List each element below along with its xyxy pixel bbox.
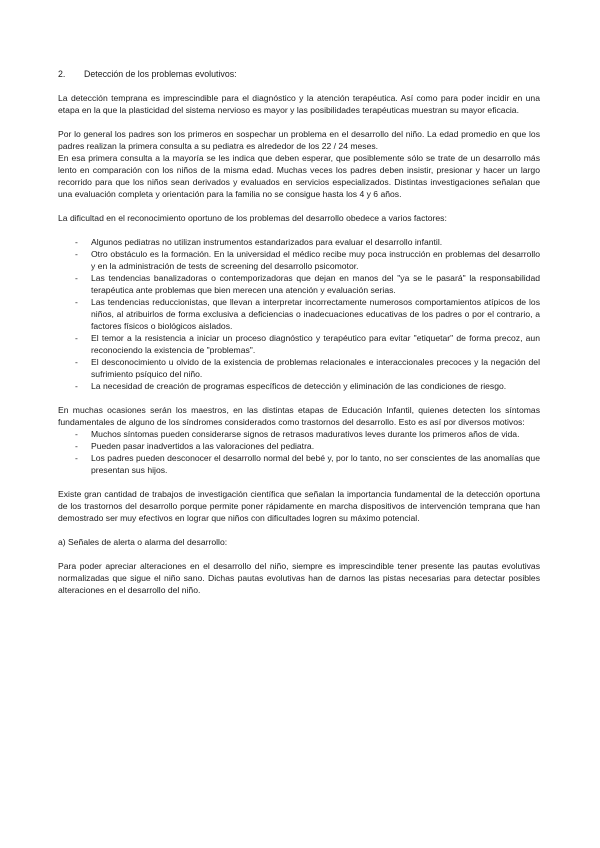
list-item: - El desconocimiento u olvido de la existencia de problemas relacionales e interaccionales precoces y la negación del sufrimiento psíquico del niño. [75, 357, 540, 379]
paragraph-first-consult: En esa primera consulta a la mayoría se les indica que deben esperar, que posiblemente sólo se trate de un desarrollo más lento en comparación con los niños de la misma edad. Muchas veces los padres deben insistir, presionar y hacer un largo recorrido para que los niños sean derivados y evaluados en servicios especializados. Distintas investigaciones señalan que una evaluación completa y orientación para la familia no se consigue hasta los 4 y 6 años. [58, 153, 540, 199]
paragraph-parents-suspect: Por lo general los padres son los primeros en sospechar un problema en el desarrollo del niño. La edad promedio en que los padres realizan la primera consulta a su pediatra es alrededor de los 22 / 24 meses. [58, 129, 540, 151]
section-heading [58, 68, 540, 80]
paragraph-early-detection: La detección temprana es imprescindible para el diagnóstico y la atención terapéutica. Así como para poder incidir en una etapa en la que la plasticidad del sistema nervioso es mayor y las posibilidades terapéuticas muestran su mayor eficacia. [58, 93, 540, 115]
bullet-dash: - [75, 357, 78, 367]
list-item: - Otro obstáculo es la formación. En la universidad el médico recibe muy poca instrucción en problemas del desarrollo y en la administración de tests de screening del desarrollo psicomotor. [75, 249, 540, 271]
bullet-dash: - [75, 453, 78, 463]
paragraph-difficulty: La dificultad en el reconocimiento oportuno de los problemas del desarrollo obedece a varios factores: [58, 213, 447, 223]
paragraph-teachers: En muchas ocasiones serán los maestros, en las distintas etapas de Educación Infantil, quienes detecten los síntomas fundamentales de alguno de los síndromes considerados como trastornos del desarrollo. Esto es así por diversos motivos: [58, 405, 540, 427]
list-item: - El temor a la resistencia a iniciar un proceso diagnóstico y terapéutico para evitar "etiquetar" de forma precoz, aun reconociendo la existencia de "problemas". [75, 333, 540, 355]
list-item: - Pueden pasar inadvertidos a las valoraciones del pediatra. [75, 441, 315, 451]
motives-list [58, 428, 540, 476]
document-page [58, 68, 540, 596]
subsection-title: a) Señales de alerta o alarma del desarrollo: [58, 537, 228, 547]
section-number: 2. [58, 69, 66, 79]
factors-list [58, 236, 540, 392]
bullet-dash: - [75, 237, 78, 247]
bullet-dash: - [75, 333, 78, 343]
list-item: - Muchos síntomas pueden considerarse signos de retrasos madurativos leves durante los primeros años de vida. [75, 429, 520, 439]
list-item: - La necesidad de creación de programas específicos de detección y eliminación de las condiciones de riesgo. [75, 381, 507, 391]
paragraph-research: Existe gran cantidad de trabajos de investigación científica que señalan la importancia fundamental de la detección oportuna de los trastornos del desarrollo porque permite poner rápidamente en marcha dispositivos de intervención temprana que han demostrado ser muy efectivos en lograr que niños con dificultades logren su máximo potencial. [58, 489, 540, 523]
bullet-dash: - [75, 249, 78, 259]
list-item: - Los padres pueden desconocer el desarrollo normal del bebé y, por lo tanto, no ser conscientes de las anomalías que presentan sus hijos. [75, 453, 540, 475]
section-title: Detección de los problemas evolutivos: [84, 69, 237, 79]
bullet-dash: - [75, 429, 78, 439]
list-item: - Las tendencias reduccionistas, que llevan a interpretar incorrectamente numerosos comportamientos atípicos de los niños, al atribuirlos de forma exclusiva a deficiencias o inadecuaciones educativas de los padres o por el contrario, a factores físicos o biológicos aislados. [75, 297, 540, 331]
list-item: - Algunos pediatras no utilizan instrumentos estandarizados para evaluar el desarrollo infantil. [75, 237, 443, 247]
bullet-dash: - [75, 273, 78, 283]
bullet-dash: - [75, 381, 78, 391]
bullet-dash: - [75, 297, 78, 307]
bullet-dash: - [75, 441, 78, 451]
list-item: - Las tendencias banalizadoras o contemporizadoras que dejan en manos del "ya se le pasará" la responsabilidad terapéutica ante problemas que bien merecen una atención y evaluación serias. [75, 273, 540, 295]
paragraph-alert-signs: Para poder apreciar alteraciones en el desarrollo del niño, siempre es imprescindible tener presente las pautas evolutivas normalizadas que sigue el niño sano. Dichas pautas evolutivas han de darnos las pistas necesarias para detectar posibles alteraciones en el desarrollo del niño. [58, 561, 540, 595]
